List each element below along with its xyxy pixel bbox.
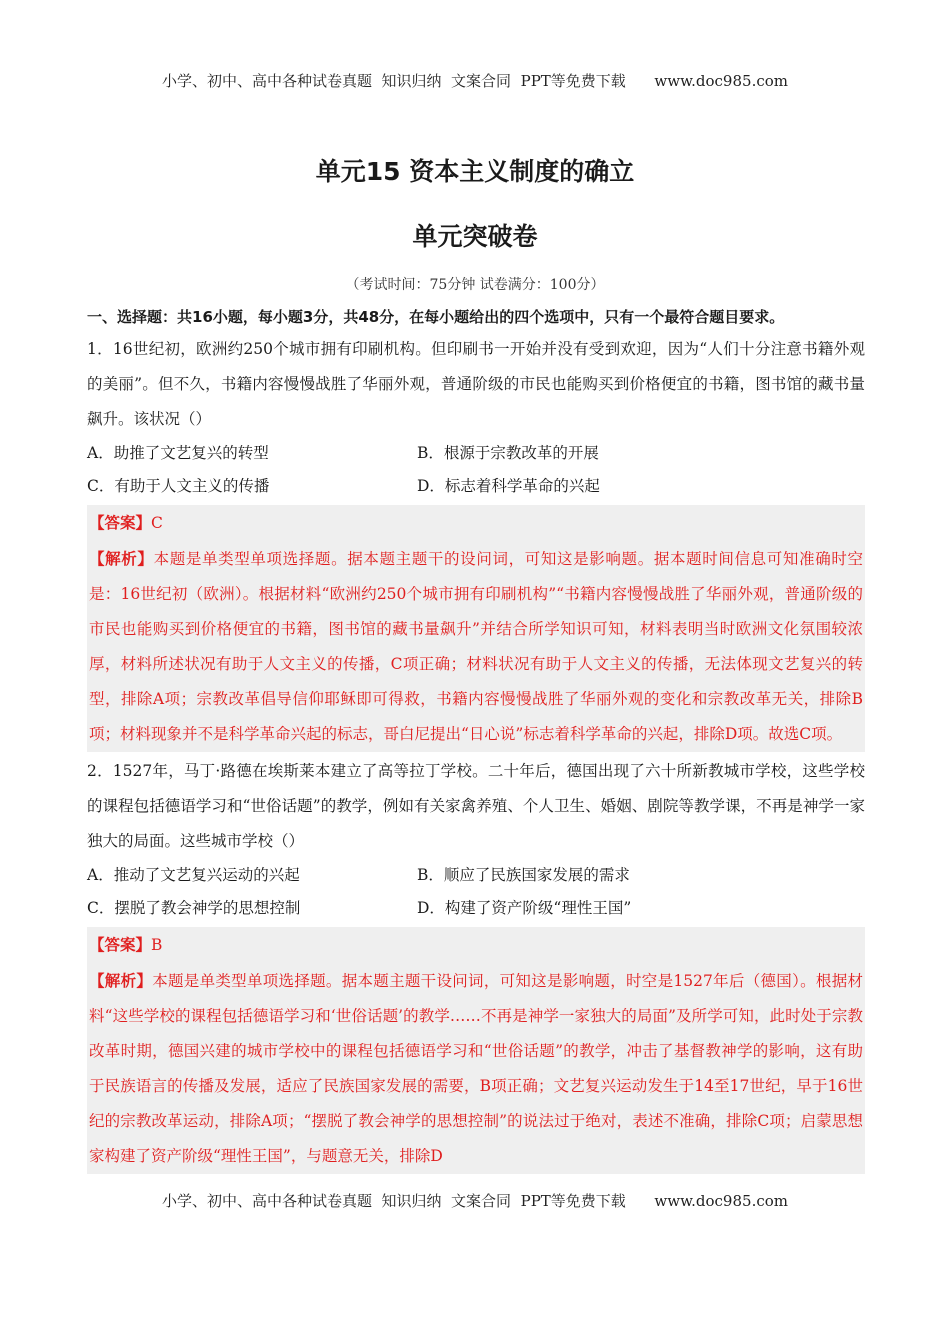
option-c: C．摆脱了教会神学的思想控制	[87, 899, 301, 917]
question-stem: 2．1527年，马丁·路德在埃斯莱本建立了高等拉丁学校。二十年后，德国出现了六十所新教城市学校，这些学校的课程包括德语学习和“世俗话题”的教学，例如有关家禽养殖、个人卫生、婚姻、剧院等教学课，不再是神学一家独大的局面。这些城市学校（）	[87, 762, 865, 850]
analysis-line	[89, 541, 863, 752]
option-b: B．顺应了民族国家发展的需求	[417, 866, 630, 884]
answer-line	[89, 927, 863, 963]
paper-subtitle: 单元突破卷	[412, 222, 538, 251]
options-grid	[87, 859, 865, 925]
question-stem: 1．16世纪初，欧洲约250个城市拥有印刷机构。但印刷书一开始并没有受到欢迎，因为“人们十分注意书籍外观的美丽”。但不久，书籍内容慢慢战胜了华丽外观，普通阶级的市民也能购买到价格便宜的书籍，图书馆的藏书量飙升。该状况（）	[87, 340, 865, 428]
answer-value: B	[151, 936, 163, 954]
analysis-text: 本题是单类型单项选择题。据本题主题干设问词，可知这是影响题，时空是1527年后（德国）。根据材料“这些学校的课程包括德语学习和‘世俗话题’的教学……不再是神学一家独大的局面”及所学可知，此时处于宗教改革时期，德国兴建的城市学校中的课程包括德语学习和“世俗话题”的教学，冲击了基督教神学的影响，这有助于民族语言的传播及发展，适应了民族国家发展的需要，B项正确；文艺复兴运动发生于14至17世纪，早于16世纪的宗教改革运动，排除A项；“摆脱了教会神学的思想控制”的说法过于绝对，表述不准确，排除C项；启蒙思想家构建了资产阶级“理性王国”，与题意无关，排除D	[89, 972, 863, 1165]
analysis-text: 本题是单类型单项选择题。据本题主题干的设问词，可知这是影响题。据本题时间信息可知准确时空是：16世纪初（欧洲）。根据材料“欧洲约250个城市拥有印刷机构”“书籍内容慢慢战胜了华丽外观，普通阶级的市民也能购买到价格便宜的书籍，图书馆的藏书量飙升”并结合所学知识可知，材料表明当时欧洲文化氛围较浓厚，材料所述状况有助于人文主义的传播，C项正确；材料状况有助于人文主义的传播，无法体现文艺复兴的转型，排除A项；宗教改革倡导信仰耶稣即可得救，书籍内容慢慢战胜了华丽外观的变化和宗教改革无关，排除B项；材料现象并不是科学革命兴起的标志，哥白尼提出“日心说”标志着科学革命的兴起，排除D项。故选C项。	[89, 550, 863, 743]
content-area	[87, 304, 865, 1174]
answer-block	[87, 505, 865, 752]
question-1	[87, 332, 865, 752]
option-a: A．助推了文艺复兴的转型	[87, 444, 269, 462]
answer-tag: 【答案】	[89, 513, 152, 532]
option-d: D．构建了资产阶级“理性王国”	[417, 899, 632, 917]
answer-value: C	[151, 514, 163, 532]
option-a: A．推动了文艺复兴运动的兴起	[87, 866, 300, 884]
unit-title: 单元15 资本主义制度的确立	[315, 157, 635, 186]
section-heading: 一、选择题：共16小题，每小题3分，共48分，在每小题给出的四个选项中，只有一个最符合题目要求。	[87, 308, 785, 326]
options-grid	[87, 437, 865, 503]
analysis-tag: 【解析】	[89, 549, 154, 568]
answer-block	[87, 927, 865, 1174]
header-banner: 小学、初中、高中各种试卷真题 知识归纳 文案合同 PPT等免费下载 www.doc985.com	[161, 72, 788, 90]
answer-tag: 【答案】	[89, 935, 152, 954]
footer-banner: 小学、初中、高中各种试卷真题 知识归纳 文案合同 PPT等免费下载 www.doc985.com	[161, 1192, 788, 1210]
answer-line	[89, 505, 863, 541]
analysis-tag: 【解析】	[89, 971, 153, 990]
option-d: D．标志着科学革命的兴起	[417, 477, 600, 495]
option-c: C．有助于人文主义的传播	[87, 477, 270, 495]
question-2	[87, 754, 865, 1174]
option-b: B．根源于宗教改革的开展	[417, 444, 599, 462]
exam-info: （考试时间：75分钟 试卷满分：100分）	[345, 277, 605, 293]
analysis-line	[89, 963, 863, 1174]
